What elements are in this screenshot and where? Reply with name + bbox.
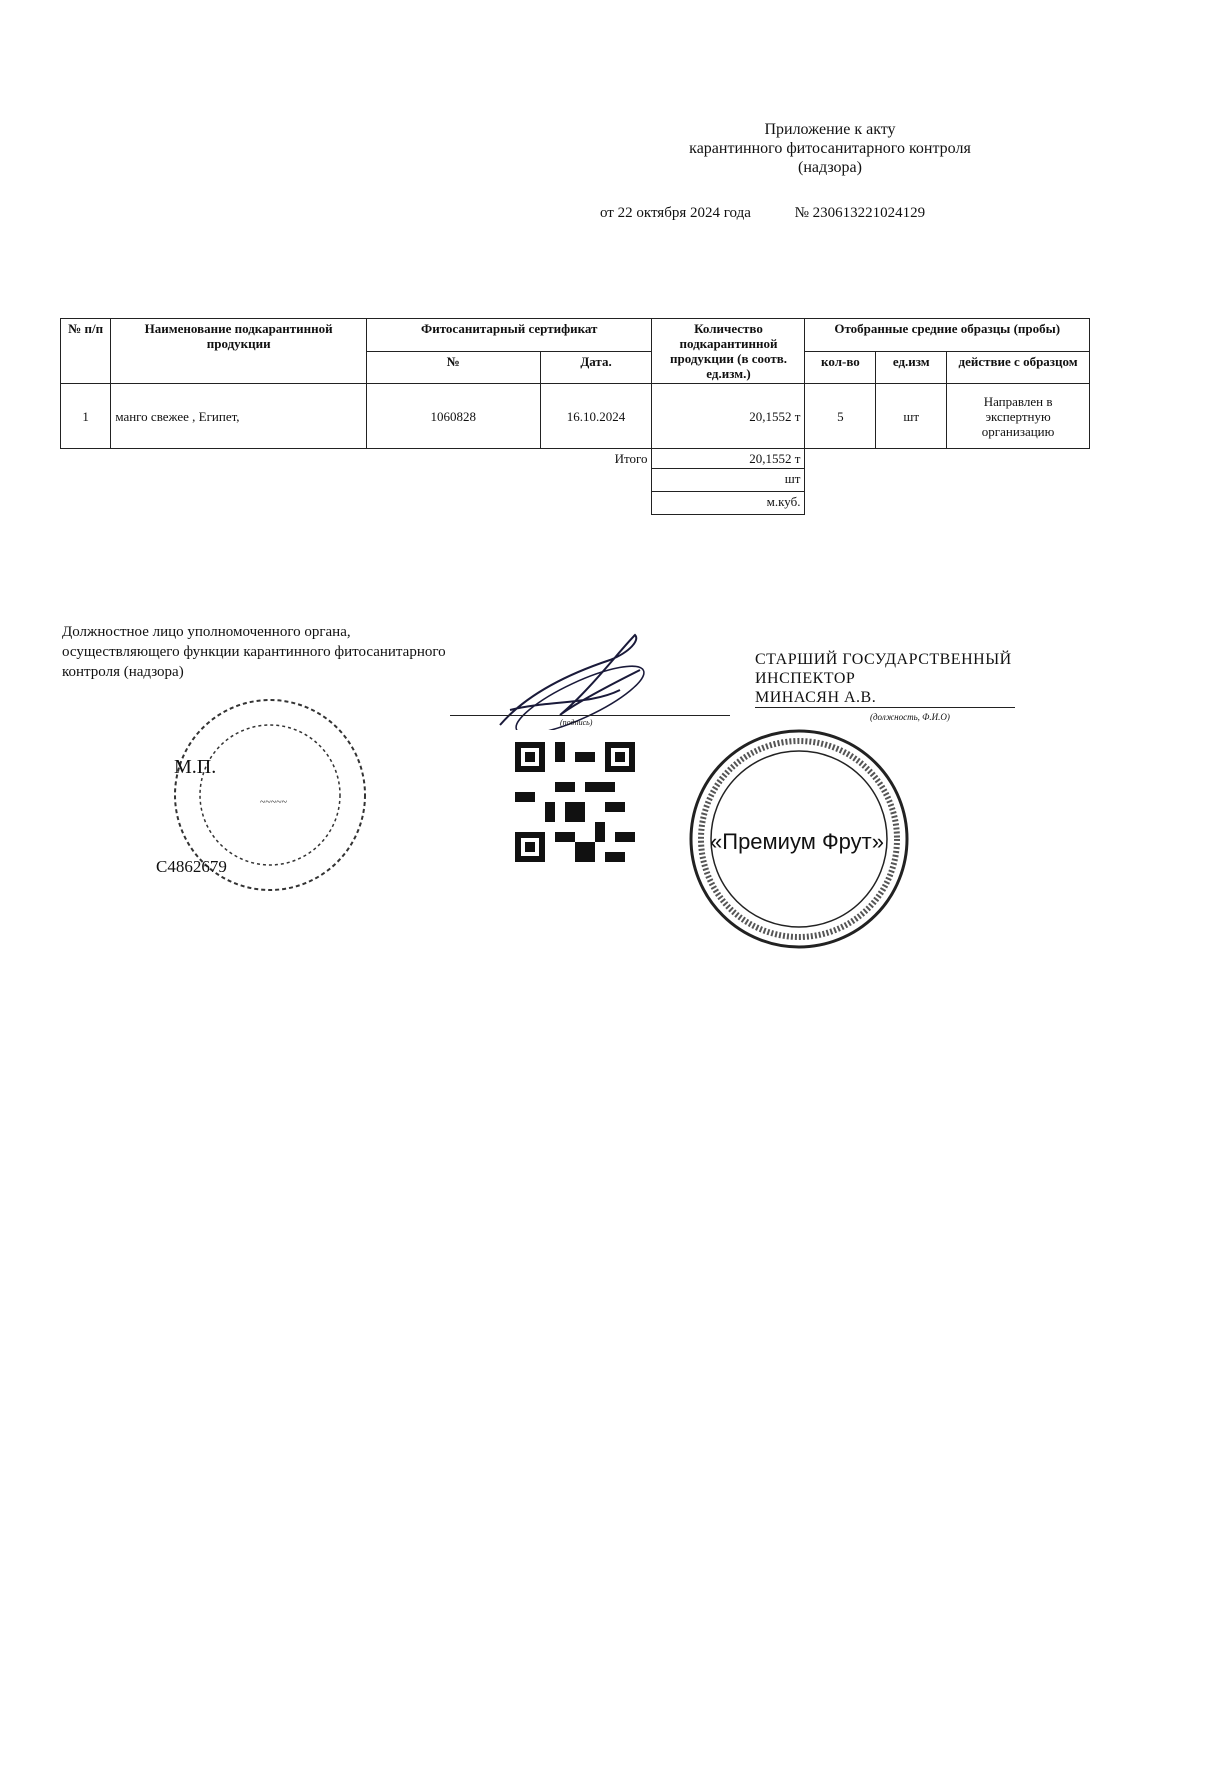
col-samples-unit-header: ед.изм [876, 351, 947, 384]
qr-code [515, 742, 635, 862]
cell-qty: 20,1552 т [652, 384, 805, 449]
col-cert-date-header: Дата. [540, 351, 652, 384]
products-table [60, 318, 1090, 515]
header-line-1: Приложение к акту [764, 121, 896, 138]
total-tonnes: 20,1552 т [652, 449, 805, 469]
svg-text:~~~~~: ~~~~~ [260, 797, 288, 808]
cell-cert-no: 1060828 [367, 384, 541, 449]
table-row [61, 384, 1090, 449]
header-line-3: (надзора) [798, 159, 862, 176]
mp-label: М.П. [174, 756, 217, 778]
col-samples-qty-header: кол-во [805, 351, 876, 384]
total-cubic: м.куб. [652, 492, 805, 515]
inspector-block [755, 650, 1055, 708]
col-qty-header: Количество подкарантинной продукции (в соотв. ед.изм.) [652, 319, 805, 384]
act-date: от 22 октября 2024 года [600, 205, 751, 221]
company-stamp-text: «Премиум Фрут» [710, 829, 884, 854]
col-cert-no-header: № [367, 351, 541, 384]
cell-samples-unit: шт [876, 384, 947, 449]
act-number: № 230613221024129 [794, 205, 926, 221]
inspector-position-2: ИНСПЕКТОР [755, 670, 856, 687]
cell-name: манго свежее , Египет, [111, 384, 367, 449]
col-name-header: Наименование подкарантинной продукции [111, 319, 367, 384]
stamp-number: C4862679 [156, 857, 227, 876]
cell-num: 1 [61, 384, 111, 449]
col-num-header: № п/п [61, 319, 111, 384]
signature-line [450, 715, 730, 716]
total-pieces: шт [652, 469, 805, 492]
col-samples-action-header: действие с образцом [947, 351, 1090, 384]
col-cert-header: Фитосанитарный сертификат [367, 319, 652, 352]
header-dateline [600, 205, 965, 222]
inspector-name: МИНАСЯН А.В. [755, 688, 1015, 708]
official-label: Должностное лицо уполномоченного органа, осуществляющего функции карантинного фитосанитарного контроля (надзора) [62, 624, 446, 680]
cell-samples-action: Направлен в экспертную организацию [947, 384, 1090, 449]
inspector-caption: (должность, Ф.И.О) [870, 712, 950, 722]
cell-cert-date: 16.10.2024 [540, 384, 652, 449]
col-samples-header: Отобранные средние образцы (пробы) [805, 319, 1090, 352]
inspector-position-1: СТАРШИЙ ГОСУДАРСТВЕННЫЙ [755, 651, 1012, 668]
signature-caption: (подпись) [560, 718, 593, 727]
cell-samples-qty: 5 [805, 384, 876, 449]
total-label: Итого [614, 451, 648, 466]
header-line-2: карантинного фитосанитарного контроля [689, 140, 971, 157]
document-header [620, 120, 1040, 177]
